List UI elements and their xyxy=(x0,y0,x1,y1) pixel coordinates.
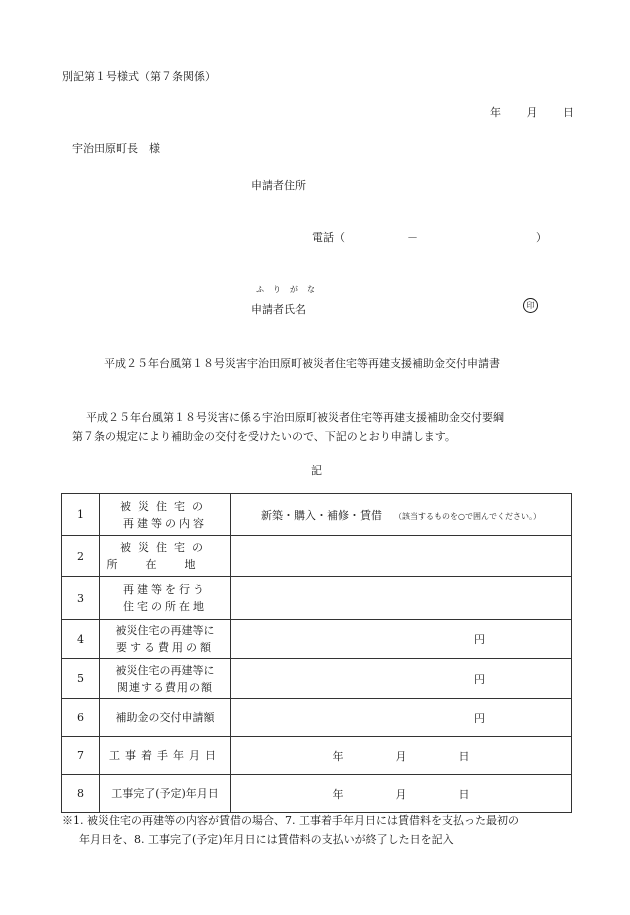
applicant-address-label: 申請者住所 xyxy=(251,179,306,192)
phone-close: ） xyxy=(536,231,547,244)
construction-end-date-field[interactable] xyxy=(231,775,572,813)
date-month: 月 xyxy=(395,787,407,801)
row-label-line-2: 要する費用の額 xyxy=(116,641,214,654)
row-label-line-1: 被災住宅の xyxy=(120,541,210,554)
yen-unit: 円 xyxy=(474,633,485,646)
date-year: 年 xyxy=(490,106,501,119)
phone-field xyxy=(312,229,547,245)
date-month: 月 xyxy=(395,749,407,763)
phone-label: 電話（ xyxy=(312,231,345,244)
damaged-house-location-field[interactable] xyxy=(231,536,572,577)
row-label xyxy=(100,659,231,699)
statement-line-2: 第７条の規定により補助金の交付を受けたいので、下記のとおり申請します。 xyxy=(72,430,456,443)
date-year: 年 xyxy=(332,749,344,763)
row-label-line-1: 被災住宅の再建等に xyxy=(115,663,215,677)
row-label xyxy=(100,577,231,620)
date-day: 日 xyxy=(458,749,470,763)
row-label: 工事着手年月日 xyxy=(100,737,231,775)
table-row xyxy=(62,494,572,536)
row-label-line-2: 関連する費用の額 xyxy=(117,680,213,694)
type-options: 新築・購入・補修・賃借 xyxy=(261,508,382,522)
table-row xyxy=(62,536,572,577)
row-label xyxy=(100,494,231,536)
footnote xyxy=(62,811,582,849)
statement-line-1: 平成２５年台風第１８号災害に係る宇治田原町被災者住宅等再建支援補助金交付要綱 xyxy=(86,411,504,424)
table-row xyxy=(62,699,572,737)
row-label-line-2: 所在地 xyxy=(106,558,224,571)
applicant-name-label: 申請者氏名 xyxy=(251,303,306,316)
furigana-label: ふりがな xyxy=(256,285,324,294)
row-label-line-1: 再建等を行う xyxy=(123,583,207,596)
row-number: 5 xyxy=(62,659,100,699)
ki-heading: 記 xyxy=(311,464,322,477)
row-number: 1 xyxy=(62,494,100,536)
row-label: 補助金の交付申請額 xyxy=(100,699,231,737)
row-label-line-1: 被災住宅の再建等に xyxy=(115,624,215,637)
addressee: 宇治田原町長 様 xyxy=(72,142,160,155)
table-row xyxy=(62,577,572,620)
table-row xyxy=(62,620,572,659)
related-cost-field[interactable] xyxy=(231,659,572,699)
row-number: 3 xyxy=(62,577,100,620)
subsidy-amount-field[interactable] xyxy=(231,699,572,737)
row-label xyxy=(100,536,231,577)
row-label-line-1: 被災住宅の xyxy=(120,499,210,513)
row-number: 7 xyxy=(62,737,100,775)
row-number: 4 xyxy=(62,620,100,659)
form-number: 別記第１号様式（第７条関係） xyxy=(62,70,216,83)
document-title: 平成２５年台風第１８号災害宇治田原町被災者住宅等再建支援補助金交付申請書 xyxy=(104,357,500,370)
phone-dash: － xyxy=(407,231,418,244)
seal-mark: 印 xyxy=(523,298,538,313)
table-row xyxy=(62,659,572,699)
yen-unit: 円 xyxy=(474,711,485,725)
date-year: 年 xyxy=(332,787,344,801)
table-row xyxy=(62,775,572,813)
date-day: 日 xyxy=(458,787,470,801)
yen-unit: 円 xyxy=(474,672,485,686)
footnote-line-1: ※1. 被災住宅の再建等の内容が賃借の場合、7. 工事着手年月日には賃借料を支払った最初の xyxy=(62,814,519,827)
row-label-line-2: 再建等の内容 xyxy=(123,516,207,530)
new-house-location-field[interactable] xyxy=(231,577,572,620)
application-statement xyxy=(72,408,542,446)
type-options-note: （該当するものを○で囲んでください。） xyxy=(394,511,541,521)
construction-start-date-field[interactable] xyxy=(231,737,572,775)
table-row xyxy=(62,737,572,775)
row-label xyxy=(100,620,231,659)
row-label: 工事完了(予定)年月日 xyxy=(100,775,231,813)
application-items-table xyxy=(61,493,572,813)
row-number: 2 xyxy=(62,536,100,577)
reconstruction-type-options[interactable] xyxy=(231,494,572,536)
application-date xyxy=(490,104,574,120)
row-number: 6 xyxy=(62,699,100,737)
footnote-line-2: 年月日を、8. 工事完了(予定)年月日には賃借料の支払いが終了した日を記入 xyxy=(79,833,454,846)
row-label-line-2: 住宅の所在地 xyxy=(123,600,207,613)
row-number: 8 xyxy=(62,775,100,813)
date-day: 日 xyxy=(563,106,574,119)
reconstruction-cost-field[interactable] xyxy=(231,620,572,659)
date-month: 月 xyxy=(526,106,538,119)
